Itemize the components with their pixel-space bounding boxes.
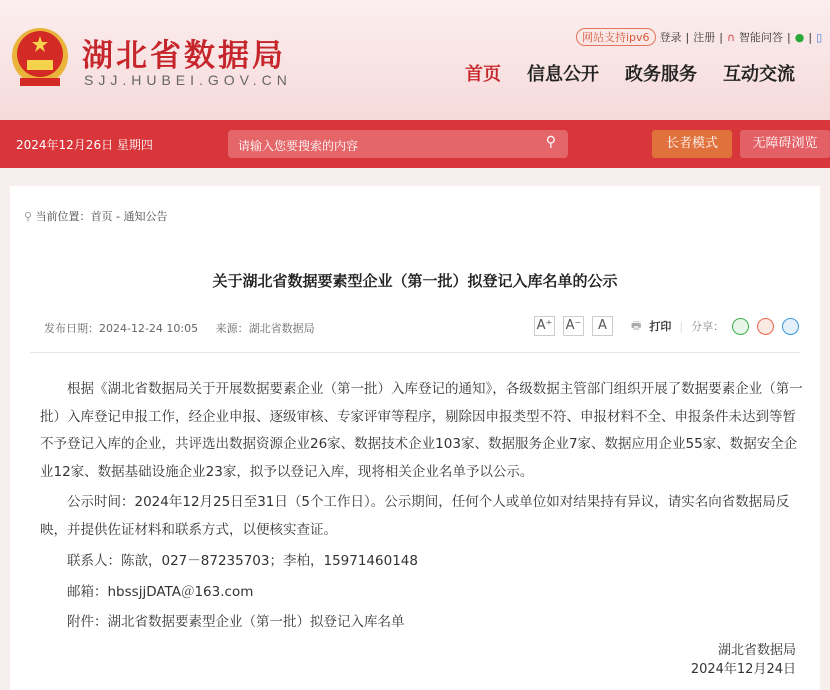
qa-link[interactable]: 智能问答 (739, 31, 784, 44)
register-link[interactable]: 注册 (693, 31, 716, 44)
top-links (576, 28, 822, 46)
wechat-share-icon[interactable] (732, 318, 749, 335)
source: 湖北省数据局 (248, 322, 315, 335)
paragraph: 公示时间：2024年12月25日至31日（5个工作日）。公示期间，任何个人或单位如对结果持有异议，请实名向省数据局反映，并提供佐证材料和联系方式，以便核实查证。 (40, 494, 790, 538)
qq-share-icon[interactable] (782, 318, 799, 335)
breadcrumb-home[interactable]: 首页 (90, 210, 113, 223)
signature (691, 641, 796, 679)
elder-mode-button[interactable]: 长者模式 (652, 130, 732, 158)
national-emblem-icon (10, 26, 70, 90)
divider (30, 352, 800, 353)
site-title[interactable]: 湖北省数据局 (82, 38, 286, 74)
current-date: 2024年12月26日 星期四 (16, 138, 153, 152)
ipv6-badge: 网站支持ipv6 (576, 28, 656, 46)
article-title: 关于湖北省数据要素型企业（第一批）拟登记入库名单的公示 (212, 272, 618, 290)
main-nav (465, 60, 795, 86)
login-link[interactable]: 登录 (659, 31, 682, 44)
breadcrumb-sep: - (112, 210, 124, 223)
search-icon[interactable]: ⚲ (545, 134, 556, 150)
accessibility-button[interactable]: 无障碍浏览 (740, 130, 830, 158)
paragraph: 根据《湖北省数据局关于开展数据要素企业（第一批）入库登记的通知》，各级数据主管部门组织开展了数据要素企业（第一批）入库登记申报工作，经企业申报、逐级审核、专家评审等程序，剔除因申报类型不符、申报材料不全、申报条件未达到等暂不予登记入库的企业，共评选出数据资源企业26家、数据技术企业103家、数据服务企业7家、数据应用企业55家、数据安全企业12家、数据基础设施企业23家，拟予以登记入库，现将相关企业名单予以公示。 (40, 381, 803, 480)
divider: | (787, 30, 791, 44)
contact: 联系人：陈歆，027－87235703；李柏，15971460148 (67, 553, 418, 569)
divider: | (679, 319, 684, 333)
mobile-icon[interactable]: ▯ (816, 30, 823, 44)
attachment-link[interactable]: 附件：湖北省数据要素型企业（第一批）拟登记入库名单 (67, 614, 405, 630)
breadcrumb (24, 208, 168, 224)
site-url: SJJ.HUBEI.GOV.CN (84, 72, 292, 88)
headset-icon: ∩ (726, 30, 736, 44)
divider: | (685, 30, 690, 44)
location-icon: ⚲ (24, 210, 33, 223)
email: 邮箱：hbssjjDATA＠163.com (67, 583, 254, 600)
article-body (40, 376, 805, 637)
nav-gov-services[interactable]: 政务服务 (625, 64, 697, 85)
publish-label: 发布日期： (44, 322, 99, 335)
publish-date: 2024-12-24 10:05 (99, 322, 199, 335)
wechat-icon[interactable]: ● (794, 30, 805, 44)
search-placeholder: 请输入您要搜索的内容 (238, 139, 359, 153)
divider: | (808, 30, 813, 44)
weibo-share-icon[interactable] (757, 318, 774, 335)
share-label: 分享： (691, 320, 725, 333)
sign-date: 2024年12月24日 (690, 662, 796, 677)
source-label: 来源： (215, 322, 249, 335)
breadcrumb-current[interactable]: 通知公告 (123, 210, 168, 223)
search-input[interactable] (228, 130, 568, 158)
divider: | (719, 30, 723, 44)
article-meta (44, 320, 315, 336)
font-smaller-button[interactable]: A⁻ (563, 316, 584, 336)
nav-interaction[interactable]: 互动交流 (723, 64, 795, 85)
search-band (0, 120, 830, 168)
nav-home[interactable]: 首页 (465, 64, 501, 85)
nav-info-disclosure[interactable]: 信息公开 (527, 64, 599, 85)
article-tools (534, 316, 799, 336)
font-default-button[interactable]: A (592, 316, 613, 336)
sign-org: 湖北省数据局 (717, 643, 796, 658)
breadcrumb-label: 当前位置： (35, 210, 91, 223)
printer-icon[interactable]: 🖶 (631, 318, 642, 332)
font-larger-button[interactable]: A⁺ (534, 316, 555, 336)
print-button[interactable]: 打印 (649, 320, 672, 333)
site-header (0, 0, 830, 120)
article-card (10, 186, 820, 690)
